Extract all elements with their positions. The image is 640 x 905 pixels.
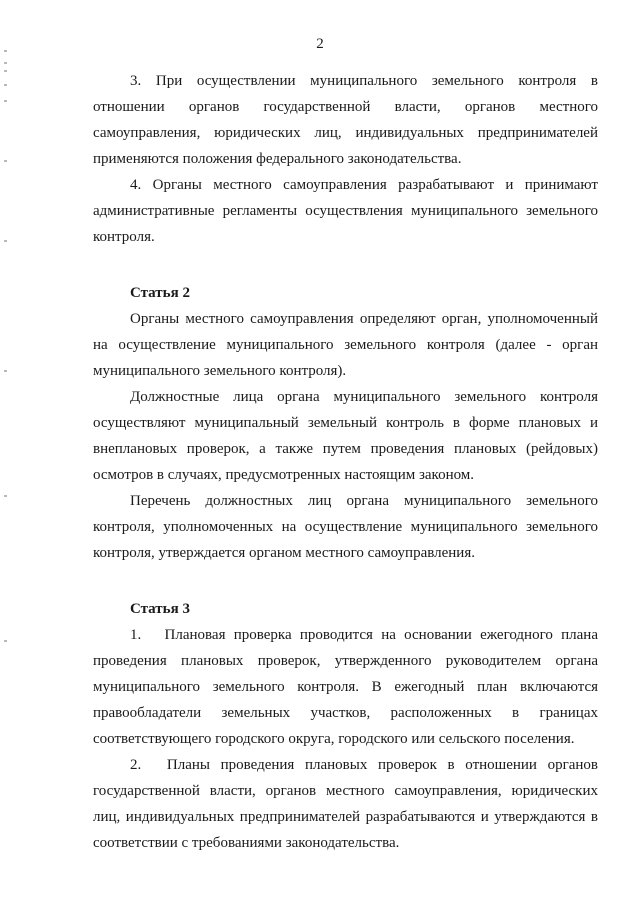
document-body [93, 68, 598, 856]
article-2-heading: Статья 2 [130, 285, 190, 301]
article-2-paragraph-1: Органы местного самоуправления определяют орган, уполномоченный на осуществление муниципального земельного контроля (далее - орган муниципального земельного контроля). [93, 311, 598, 379]
article-3-paragraph-1: 1. Плановая проверка проводится на основании ежегодного плана проведения плановых проверок, утвержденного руководителем органа муниципального земельного контроля. В ежегодный план включаются правообладатели земельных участков, расположенных в границах соответствующего городского округа, городского или сельского поселения. [93, 627, 598, 747]
paragraph-4: 4. Органы местного самоуправления разрабатывают и принимают административные регламенты осуществления муниципального земельного контроля. [93, 177, 598, 245]
article-2-paragraph-2: Должностные лица органа муниципального земельного контроля осуществляют муниципальный земельный контроль в форме плановых и внеплановых проверок, а также путем проведения плановых (рейдовых) осмотров в случаях, предусмотренных настоящим законом. [93, 389, 598, 483]
article-3-paragraph-2: 2. Планы проведения плановых проверок в отношении органов государственной власти, органов местного самоуправления, юридических лиц, индивидуальных предпринимателей разрабатываются и утверждаются в соответствии с требованиями законодательства. [93, 757, 598, 851]
binding-edge-marks [4, 40, 10, 660]
article-3-heading: Статья 3 [130, 601, 190, 617]
article-2-paragraph-3: Перечень должностных лиц органа муниципального земельного контроля, уполномоченных на осуществление муниципального земельного контроля, утверждается органом местного самоуправления. [93, 493, 598, 561]
paragraph-3: 3. При осуществлении муниципального земельного контроля в отношении органов государственной власти, органов местного самоуправления, юридических лиц, индивидуальных предпринимателей применяются положения федерального законодательства. [93, 73, 598, 167]
page-number: 2 [316, 36, 324, 52]
